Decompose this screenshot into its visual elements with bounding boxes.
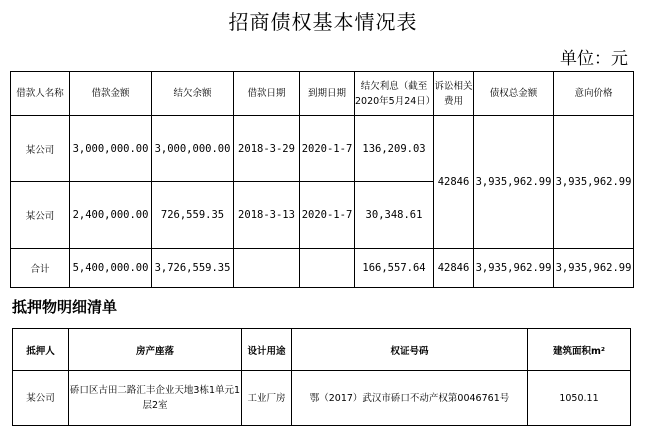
mortgage-header-row: [13, 329, 631, 371]
table-row: [11, 116, 634, 182]
mortgage-cell-area: 1050.11: [528, 371, 631, 426]
cell-total-merged: 3,935,962.99: [474, 116, 554, 249]
col-header-name: 借款人名称: [11, 72, 70, 116]
mortgage-header-location: 房产座落: [69, 329, 242, 371]
mortgage-table: [12, 328, 631, 426]
mortgage-cell-cert: 鄂（2017）武汉市硚口不动产权第0046761号: [292, 371, 528, 426]
cell-total-due-date: [300, 249, 355, 288]
cell-total-interest: 166,557.64: [355, 249, 434, 288]
mortgage-header-usage: 设计用途: [242, 329, 292, 371]
cell-due-date: 2020-1-7: [300, 116, 355, 182]
mortgage-row: [13, 371, 631, 426]
cell-balance: 3,000,000.00: [152, 116, 234, 182]
cell-total-loan-date: [234, 249, 300, 288]
col-header-total: 债权总金额: [474, 72, 554, 116]
col-header-price: 意向价格: [554, 72, 634, 116]
cell-interest: 136,209.03: [355, 116, 434, 182]
cell-fees-merged: 42846: [434, 116, 474, 249]
mortgage-header-cert: 权证号码: [292, 329, 528, 371]
cell-loan: 2,400,000.00: [70, 182, 152, 249]
cell-balance: 726,559.35: [152, 182, 234, 249]
table-header-row: [11, 72, 634, 116]
debt-table: [10, 71, 634, 288]
cell-total-total: 3,935,962.99: [474, 249, 554, 288]
mortgage-title: 抵押物明细清单: [12, 298, 118, 316]
mortgage-cell-owner: 某公司: [13, 371, 69, 426]
mortgage-header-owner: 抵押人: [13, 329, 69, 371]
cell-name: 某公司: [11, 116, 70, 182]
cell-name: 某公司: [11, 182, 70, 249]
cell-price-merged: 3,935,962.99: [554, 116, 634, 249]
cell-interest: 30,348.61: [355, 182, 434, 249]
col-header-loan-date: 借款日期: [234, 72, 300, 116]
mortgage-cell-location: 硚口区古田二路汇丰企业天地3栋1单元1层2室: [69, 371, 242, 426]
col-header-fees: 诉讼相关费用: [434, 72, 474, 116]
cell-total-loan: 5,400,000.00: [70, 249, 152, 288]
cell-total-balance: 3,726,559.35: [152, 249, 234, 288]
mortgage-cell-usage: 工业厂房: [242, 371, 292, 426]
col-header-balance: 结欠余额: [152, 72, 234, 116]
cell-total-fees: 42846: [434, 249, 474, 288]
col-header-loan: 借款金额: [70, 72, 152, 116]
cell-due-date: 2020-1-7: [300, 182, 355, 249]
cell-total-label: 合计: [11, 249, 70, 288]
cell-total-price: 3,935,962.99: [554, 249, 634, 288]
cell-loan: 3,000,000.00: [70, 116, 152, 182]
cell-loan-date: 2018-3-13: [234, 182, 300, 249]
cell-loan-date: 2018-3-29: [234, 116, 300, 182]
unit-label: 单位：元: [560, 49, 628, 69]
mortgage-header-area: 建筑面积m²: [528, 329, 631, 371]
total-row: [11, 249, 634, 288]
col-header-due-date: 到期日期: [300, 72, 355, 116]
col-header-interest: 结欠利息（截至2020年5月24日）: [355, 72, 434, 116]
page-title: 招商债权基本情况表: [228, 10, 418, 34]
